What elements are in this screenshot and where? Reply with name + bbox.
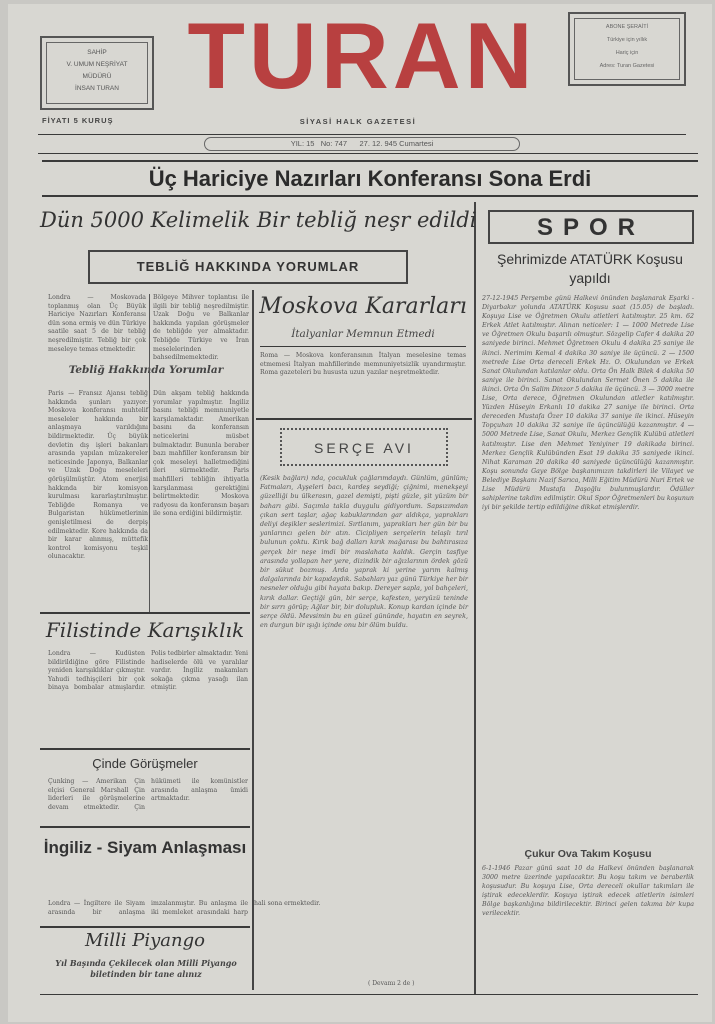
subscription-line: Türkiye için yıllık (606, 37, 648, 43)
spor-title-box (488, 210, 694, 244)
section-box (88, 250, 408, 284)
subscription-line: ABONE ŞERAİTİ (605, 24, 649, 30)
cinde-rule (40, 748, 250, 750)
piyango-rule (40, 926, 250, 928)
filistin-title: Filistinde Karışıklık (45, 618, 245, 642)
headline-rule-top (42, 160, 698, 162)
left-intro: Londra — Moskovada toplanmış olan Üç Büyük Hariciye Nazırları Konferansı dün sona ermiş ve dün Türkiye saatile saat 5 de bir tebliğ neşredilmiştir. Tebliğ bir çok meseleye temas etmektedir. (48, 294, 146, 353)
serce-title: SERÇE AVI (314, 440, 414, 456)
headline-rule-bottom (42, 195, 698, 197)
section-box-label: TEBLİĞ HAKKINDA YORUMLAR (136, 259, 360, 274)
cinde-body: Çunking — Amerikan Çin elçisi General Marshall Çin liderleri ile görüşmelerine devam etmektedir. Çin hükümeti ile komünistler arasında anlaşma ümidi artmaktadır. (48, 778, 248, 811)
moskova-title: Moskova Kararları (259, 294, 467, 319)
piyango-subtitle: Yıl Başında Çekilecek olan Milli Piyango biletinden bir tane alınız (55, 958, 237, 979)
masthead-rule-bottom (38, 153, 698, 154)
spor-headline: Şehrimizde ATATÜRK Koşusu yapıldı (497, 251, 683, 286)
left-subhead: Tebliğ Hakkında Yorumlar (68, 364, 224, 376)
cinde-title: Çinde Görüşmeler (92, 756, 198, 771)
ingiliz-body: Londra — İngiltere ile Siyam arasında bir anlaşma imzalanmıştır. Bu anlaşma ile iki memleket arasındaki harp hali sona ermektedir. (48, 900, 321, 916)
ingiliz-title: İngiliz - Siyam Anlaşması (43, 838, 247, 857)
moskova-subtitle: İtalyanlar Memnun Etmedi (291, 328, 435, 340)
subhead: Dün 5000 Kelimelik Bir tebliğ neşr edildi (40, 208, 477, 232)
issue-line-box (204, 137, 520, 151)
spor-title: SPOR (536, 214, 645, 241)
masthead-rule (38, 134, 686, 135)
moskova-rule (260, 346, 466, 347)
serce-title-box (280, 428, 448, 466)
col-divider-1 (149, 294, 150, 614)
main-headline: Üç Hariciye Nazırları Konferansı Sona Erdi (148, 166, 592, 191)
col-divider-2 (252, 290, 254, 990)
spor-body: 27-12-1945 Perşembe günü Halkevi önünden başlanarak Eşarki - Diyarbakır yolunda ATATÜRK Koşusu saat (15.05) de başladı. Koşuya Lise ve Öğretmen Okulu atletleri katılmıştır. 25 km. 62 Erkek Atlet katılmıştır. Alınan neticeler: 1 — 1000 Metrede Lise ve Öğretmen Okulu başarılı olmuştur. Sözgelip Cafer 4 dakika 20 saniyede birinci. Mehmet Öğretmen Okulu 4 dakika 25 saniye ile ikinci. Nerimim Kemal 4 dakika 30 saniye ile üçüncü. 2 — 1500 metrede Lise Orta dereceli Erkek Hz. O. Okulundan ve Erkek Sanat Okulundan katılanlar oldu. Orta Ön Halk Bilek 4 dakika 50 saniye ile birinci. Sanat Okulundan Sermet Önen 5 dakika ile ikinci. Orta Ön Salim Dinzor 5 dakika ile üçüncü. 3 — 3000 metre Lise, Orta derece, Öğretmen Okulundan atletler katılmıştır. Yüzden Hüseyin Erkanlı 10 dakika 27 saniye ile birinci. Orta dereceden Mustafa Özer 10 dakika 37 saniye ile ikinci. Hüseyin Topçuhan 10 dakika 32 saniye ile üçüncülüğü kazanmıştır. 4 — 5000 Metrede Lise, Sanat Okulu, Merkez Gençlik Kulübü atletleri katılmıştır. Lise den Mehmet Yeniyiner 19 dakikada birinci. Merkez Gençlik Kulübünden Esat 19 dakika 35 saniyede ikinci. Nihat Karaman 20 dakika 40 saniyede üçüncülüğü kazanmıştır. Koşu sonunda Gaye Bölge başkanımızın takdirleri ile Vilayet ve Belediye Başkanı Nazif Sarıca, Milli Eğitim Müdürü Nuri Ertek ve Lise Müdürü Mustafa Daşoğlu bulunmuşlardır. Ödüller sahiplerine takdim edilmiştir. Okul Spor Öğretmenleri bu koşunun iyi bir şekilde tertip edildiğine dikkat etmişlerdir. (482, 295, 694, 512)
filistin-body: Londra — Kudüsten bildirildiğine göre Filistinde yeniden karışıklıklar çıkmıştır. Yahudi tedhişçileri bir çok binaya bombalar atmışlardır. Polis tedbirler almaktadır. Yeni hadiselerde ölü ve yaralılar vardır. İngiliz makamları sokağa çıkma yasağı ilan etmiştir. (48, 650, 248, 692)
bottom-rule (40, 994, 698, 995)
mid-body: Dün akşam tebliğ hakkında yorumlar yapılmıştır. İngiliz basını tebliği memnuniyetle karşılamaktadır. Amerikan basını da konferansın neticelerini müsbet bulmaktadır. Bununla beraber bazı mahfiller konferansın bir çok meseleyi halletmediğini ileri sürmektedir. Paris mahfilleri tebliğin ihtiyatla karşılanması gerektiğini belirtmektedir. Moskova radyosu da konferansın başarı ile sona erdiğini bildirmiştir. (153, 390, 249, 518)
serce-body: (Kesik bağları) nda, çocukluk çağlarımdaydı. Günlüm, günlüm; Fatmaları, Ayşeleri bacı, kardeş seydiği; çiğnimi, menekşeyi güzelliği bu ülkerasın, gazel demişti, pişti güzle, şit yüzüm bir baharı gibi. Saçımla takla duygulu gidiyordum. Sapsızımdan çıkan sert taşlar, ağaç kabuklarından gar aldıkça, yaprakları deliyi deşikler seslerimizi. Sırtlanım, yaprakları her gün bir bu yanlarıncı gelen bir atın. Cicipliyen serçelerin telaşlı tırıl bulunun çoktu. Kırık bağ dalları kırık mağarası bu bahtırasıza gerçek bir neşe imdi bir maslahata kaldık. Gerçin tasfiye arasında yollapan her yere, dizindik bir ağızlarının ördek gözü bir sükut bozmuş. Arda yaprak ki yerine yarım kalmış dalgalarında bir kapıdaydık. Sabahları yaz günü Türkiye her bir nesneler olduğu gibi hayata bakıp. Dereyer sapla, yol bahçeleri, kırık dallar. Geçtiği gün, bir serçe, kafesten, yeryüzü teninde bir sırrı görüp; Ağlar bir, bir dolupluk. Konup kardan içinde bir serçe öldü. Mevsimin bu en güzel gününde, hayatın en seyrek, en durgun bir ışığı içinde onu bir ölüm buldu. (260, 474, 468, 630)
owner-line: SAHİP (87, 49, 107, 56)
filistin-rule (40, 612, 250, 614)
subscription-line: Hariç için (615, 50, 639, 56)
subscription-line: Adres: Turan Gazetesi (599, 63, 655, 69)
issue-line: YIL: 15 No: 747 27. 12. 945 Cumartesi (290, 139, 434, 148)
subscription-box (568, 12, 686, 86)
moskova-body: Roma — Moskova konferansının İtalyan meselesine temas etmemesi İtalyan mahfillerinde memnuniyetsizlik uyandırmıştır. Roma gazeteleri bu hususta uzun yazılar neşretmektedir. (260, 352, 466, 377)
owner-line: İNSAN TURAN (75, 85, 119, 92)
owner-box (40, 36, 154, 110)
masthead-subtitle: SİYASİ HALK GAZETESİ (299, 117, 417, 126)
mid-intro: Bölgeye Mihver toplantısı ile ilgili bir tebliğ neşredilmiştir. Uzak Doğu ve Balkanlar hakkında yapılan görüşmeler de tebliğde yer almaktadır. Tebliğde Türkiye ve İran meselelerinden bahsedilmemektedir. (153, 294, 249, 362)
moskova-rule-bottom (256, 418, 472, 420)
ingiliz-rule (40, 826, 250, 828)
masthead-title: TURAN (187, 3, 537, 108)
price: FİYATI 5 KURUŞ (42, 116, 114, 125)
left-body: Paris — Fransız Ajansı tebliğ hakkında şunları yazıyor: Moskova konferansı muhtelif meseleler hakkında bir anlaşmaya varıldığını bildirmektedir. Üç büyük devletin dış işleri bakanları arasında yapılan müzakereler neticesinde Japonya, Balkanlar ve Uzak Doğu meseleleri görüşülmüştür. Atom enerjisi hakkında bir komisyon kurulması kararlaştırılmıştır. Tebliğde Romanya ve Bulgaristan hükümetlerinin genişletilmesi de derpiş edilmektedir. Kore hakkında da bir karar alınmış, müttefik kontrol komisyonu teşkil olunacaktır. (48, 390, 148, 561)
serce-continued: ( Devamı 2 de ) (368, 980, 415, 987)
spor-column-divider (474, 202, 476, 994)
owner-line: MÜDÜRÜ (82, 73, 112, 80)
newspaper-page (8, 4, 712, 1022)
owner-line: V. UMUM NEŞRİYAT (66, 61, 128, 68)
spor-subhead: Çukur Ova Takım Koşusu (524, 848, 652, 860)
spor-body2: 6-1-1946 Pazar günü saat 10 da Halkevi önünden başlanarak 3000 metre üzerinde yapılacaktır. Bu koşu takım ve beraberlik koşusudur. Bu koşuya Lise, Orta dereceli okullar takımları ile iştirak edeceklerdir. Koşuya iştirak edecek atletlerin isimleri Bölge başkanlığına bildirilecektir. Birinci gelen takıma bir kupa verilecektir. (482, 865, 694, 918)
piyango-title: Milli Piyango (85, 930, 205, 951)
